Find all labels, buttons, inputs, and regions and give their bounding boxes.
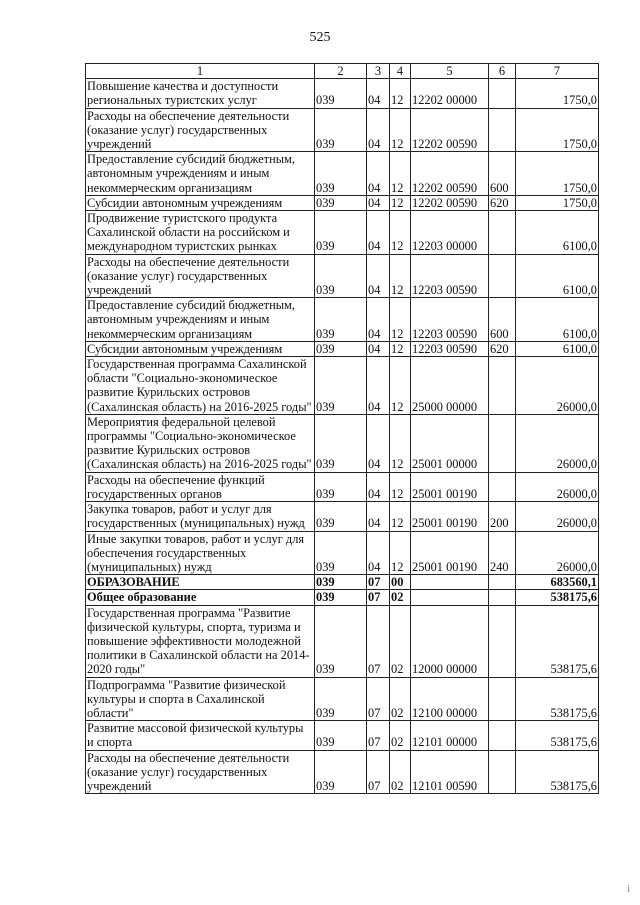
row-name: Субсидии автономным учреждениям — [86, 195, 315, 210]
row-subsection-code: 02 — [390, 750, 411, 794]
row-name: Иные закупки товаров, работ и услуг для обеспечения государственных (муниципальных) нужд — [86, 531, 315, 575]
row-subsection-code: 00 — [390, 575, 411, 590]
row-name: ОБРАЗОВАНИЕ — [86, 575, 315, 590]
header-col-4: 4 — [390, 64, 411, 79]
row-subsection-code: 12 — [390, 414, 411, 472]
row-name: Предоставление субсидий бюджетным, автономным учреждениям и иным некоммерческим организациям — [86, 298, 315, 342]
row-amount: 26000,0 — [516, 414, 599, 472]
row-ministry-code: 039 — [315, 750, 367, 794]
row-target-article: 12203 00000 — [411, 211, 489, 255]
row-subsection-code: 12 — [390, 341, 411, 356]
row-subsection-code: 02 — [390, 590, 411, 605]
row-name: Повышение качества и доступности региональных туристских услуг — [86, 79, 315, 108]
row-subsection-code: 02 — [390, 721, 411, 750]
row-target-article: 12203 00590 — [411, 341, 489, 356]
row-amount: 6100,0 — [516, 254, 599, 298]
row-name: Расходы на обеспечение деятельности (оказание услуг) государственных учреждений — [86, 750, 315, 794]
row-expense-type: 200 — [489, 502, 516, 531]
table-row — [86, 590, 599, 605]
row-subsection-code: 02 — [390, 605, 411, 677]
header-col-1: 1 — [86, 64, 315, 79]
table-row — [86, 341, 599, 356]
row-expense-type — [489, 575, 516, 590]
header-col-6: 6 — [489, 64, 516, 79]
row-section-code: 07 — [367, 605, 390, 677]
row-expense-type — [489, 605, 516, 677]
row-ministry-code: 039 — [315, 298, 367, 342]
table-row — [86, 721, 599, 750]
row-target-article: 12101 00590 — [411, 750, 489, 794]
row-name: Продвижение туристского продукта Сахалинской области на российском и международном туристских рынках — [86, 211, 315, 255]
row-expense-type: 620 — [489, 341, 516, 356]
table-row — [86, 575, 599, 590]
row-subsection-code: 12 — [390, 531, 411, 575]
table-row — [86, 502, 599, 531]
row-expense-type — [489, 79, 516, 108]
row-expense-type — [489, 721, 516, 750]
row-name: Общее образование — [86, 590, 315, 605]
row-section-code: 04 — [367, 357, 390, 415]
row-ministry-code: 039 — [315, 590, 367, 605]
row-section-code: 04 — [367, 211, 390, 255]
row-target-article: 25001 00190 — [411, 531, 489, 575]
row-name: Государственная программа "Развитие физической культуры, спорта, туризма и повышение эффективности молодежной политики в Сахалинской области на 2014-2020 годы" — [86, 605, 315, 677]
row-section-code: 04 — [367, 341, 390, 356]
row-amount: 26000,0 — [516, 502, 599, 531]
row-target-article: 12202 00590 — [411, 152, 489, 196]
row-target-article: 12000 00000 — [411, 605, 489, 677]
row-amount: 538175,6 — [516, 677, 599, 721]
row-expense-type: 240 — [489, 531, 516, 575]
row-ministry-code: 039 — [315, 152, 367, 196]
row-name: Предоставление субсидий бюджетным, автономным учреждениям и иным некоммерческим организациям — [86, 152, 315, 196]
row-subsection-code: 12 — [390, 195, 411, 210]
row-expense-type — [489, 590, 516, 605]
table-row — [86, 211, 599, 255]
row-ministry-code: 039 — [315, 575, 367, 590]
table-row — [86, 357, 599, 415]
row-amount: 6100,0 — [516, 341, 599, 356]
row-name: Государственная программа Сахалинской области "Социально-экономическое развитие Курильских островов (Сахалинская область) на 2016-2025 годы" — [86, 357, 315, 415]
row-ministry-code: 039 — [315, 341, 367, 356]
row-expense-type: 620 — [489, 195, 516, 210]
row-target-article: 12203 00590 — [411, 254, 489, 298]
row-expense-type — [489, 357, 516, 415]
row-ministry-code: 039 — [315, 211, 367, 255]
row-section-code: 04 — [367, 254, 390, 298]
row-ministry-code: 039 — [315, 108, 367, 152]
row-expense-type — [489, 211, 516, 255]
row-name: Расходы на обеспечение деятельности (оказание услуг) государственных учреждений — [86, 254, 315, 298]
row-section-code: 04 — [367, 531, 390, 575]
row-name: Мероприятия федеральной целевой программы "Социально-экономическое развитие Курильских островов (Сахалинская область) на 2016-2025 годы" — [86, 414, 315, 472]
table-row — [86, 531, 599, 575]
row-section-code: 07 — [367, 575, 390, 590]
row-ministry-code: 039 — [315, 195, 367, 210]
row-subsection-code: 12 — [390, 472, 411, 501]
row-amount: 683560,1 — [516, 575, 599, 590]
table-row — [86, 79, 599, 108]
table-row — [86, 750, 599, 794]
row-ministry-code: 039 — [315, 721, 367, 750]
row-subsection-code: 12 — [390, 152, 411, 196]
row-target-article: 25000 00000 — [411, 357, 489, 415]
row-section-code: 07 — [367, 677, 390, 721]
row-target-article: 25001 00000 — [411, 414, 489, 472]
row-target-article: 25001 00190 — [411, 502, 489, 531]
row-ministry-code: 039 — [315, 254, 367, 298]
header-col-2: 2 — [315, 64, 367, 79]
row-target-article: 12203 00590 — [411, 298, 489, 342]
table-row — [86, 108, 599, 152]
budget-table — [85, 63, 599, 794]
table-row — [86, 472, 599, 501]
row-name: Подпрограмма "Развитие физической культуры и спорта в Сахалинской области" — [86, 677, 315, 721]
header-col-7: 7 — [516, 64, 599, 79]
table-row — [86, 254, 599, 298]
row-amount: 1750,0 — [516, 195, 599, 210]
row-section-code: 04 — [367, 152, 390, 196]
row-target-article: 12202 00590 — [411, 195, 489, 210]
row-section-code: 04 — [367, 79, 390, 108]
header-col-5: 5 — [411, 64, 489, 79]
row-target-article: 12101 00000 — [411, 721, 489, 750]
row-target-article: 12202 00000 — [411, 79, 489, 108]
row-ministry-code: 039 — [315, 472, 367, 501]
table-row — [86, 414, 599, 472]
row-amount: 538175,6 — [516, 721, 599, 750]
header-col-3: 3 — [367, 64, 390, 79]
page-number: 525 — [309, 30, 331, 45]
row-amount: 538175,6 — [516, 750, 599, 794]
row-amount: 1750,0 — [516, 79, 599, 108]
table-row — [86, 605, 599, 677]
row-amount: 26000,0 — [516, 472, 599, 501]
row-target-article: 25001 00190 — [411, 472, 489, 501]
row-name: Закупка товаров, работ и услуг для государственных (муниципальных) нужд — [86, 502, 315, 531]
header-row — [86, 64, 599, 79]
row-amount: 6100,0 — [516, 298, 599, 342]
row-section-code: 04 — [367, 298, 390, 342]
row-subsection-code: 02 — [390, 677, 411, 721]
table-row — [86, 195, 599, 210]
row-name: Расходы на обеспечение деятельности (оказание услуг) государственных учреждений — [86, 108, 315, 152]
row-subsection-code: 12 — [390, 79, 411, 108]
row-amount: 26000,0 — [516, 531, 599, 575]
table-row — [86, 298, 599, 342]
row-name: Субсидии автономным учреждениям — [86, 341, 315, 356]
row-subsection-code: 12 — [390, 211, 411, 255]
row-amount: 1750,0 — [516, 152, 599, 196]
row-expense-type — [489, 108, 516, 152]
corner-mark: i — [627, 884, 630, 895]
row-target-article — [411, 590, 489, 605]
row-ministry-code: 039 — [315, 531, 367, 575]
row-expense-type — [489, 677, 516, 721]
row-expense-type: 600 — [489, 152, 516, 196]
row-subsection-code: 12 — [390, 108, 411, 152]
row-subsection-code: 12 — [390, 254, 411, 298]
row-amount: 26000,0 — [516, 357, 599, 415]
row-section-code: 04 — [367, 502, 390, 531]
row-section-code: 07 — [367, 590, 390, 605]
row-amount: 1750,0 — [516, 108, 599, 152]
row-section-code: 04 — [367, 108, 390, 152]
row-amount: 538175,6 — [516, 605, 599, 677]
row-ministry-code: 039 — [315, 502, 367, 531]
row-section-code: 04 — [367, 472, 390, 501]
table-row — [86, 677, 599, 721]
row-target-article: 12100 00000 — [411, 677, 489, 721]
row-ministry-code: 039 — [315, 677, 367, 721]
row-section-code: 07 — [367, 721, 390, 750]
table-body — [86, 79, 599, 794]
row-ministry-code: 039 — [315, 357, 367, 415]
row-amount: 538175,6 — [516, 590, 599, 605]
row-name: Расходы на обеспечение функций государственных органов — [86, 472, 315, 501]
row-expense-type — [489, 750, 516, 794]
row-expense-type — [489, 414, 516, 472]
row-section-code: 07 — [367, 750, 390, 794]
row-amount: 6100,0 — [516, 211, 599, 255]
table-row — [86, 152, 599, 196]
row-name: Развитие массовой физической культуры и спорта — [86, 721, 315, 750]
row-section-code: 04 — [367, 195, 390, 210]
row-subsection-code: 12 — [390, 298, 411, 342]
row-expense-type — [489, 472, 516, 501]
row-expense-type: 600 — [489, 298, 516, 342]
row-section-code: 04 — [367, 414, 390, 472]
row-subsection-code: 12 — [390, 502, 411, 531]
row-target-article: 12202 00590 — [411, 108, 489, 152]
row-ministry-code: 039 — [315, 414, 367, 472]
row-ministry-code: 039 — [315, 605, 367, 677]
row-expense-type — [489, 254, 516, 298]
row-subsection-code: 12 — [390, 357, 411, 415]
row-target-article — [411, 575, 489, 590]
row-ministry-code: 039 — [315, 79, 367, 108]
